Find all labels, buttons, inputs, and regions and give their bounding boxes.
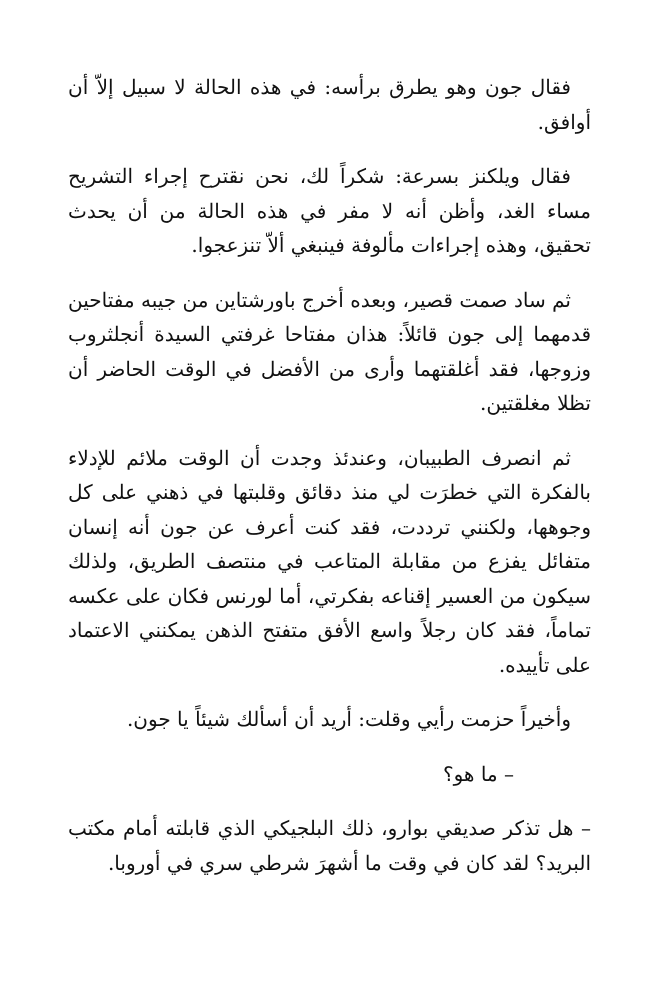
paragraph-bauerstein-keys: ثم ساد صمت قصير، وبعده أخرج باورشتاين من جيبه مفتاحين قدمهما إلى جون قائلاً: هذان مفتاحا غرفتي السيدة أنجلثروب وزوجها، فقد أغلقتهما وأرى من الأفضل في الوقت الحاضر أن تظلا مغلقتين. — [68, 287, 591, 415]
paragraph-john-agrees: فقال جون وهو يطرق برأسه: في هذه الحالة لا سبيل إلاّ أن أوافق. — [68, 75, 591, 134]
paragraph-doctors-leave: ثم انصرف الطبيبان، وعندئذ وجدت أن الوقت ملائم للإدلاء بالفكرة التي خطرَت لي منذ دقائق وقلبتها في ذهني على كل وجوهها، ولكنني ترددت، فقد كنت أعرف عن جون أنه إنسان متفائل يفزع من مقابلة المتاعب في منتصف الطريق، ولذلك سيكون من العسير إقناعه بفكرتي، أما لورنس فكان على عكسه تماماً، فقد كان رجلاً واسع الأفق متفتح الذهن يمكنني الاعتماد على تأييده. — [68, 445, 591, 677]
paragraph-ask-john: وأخيراً حزمت رأيي وقلت: أريد أن أسألك شيئاً يا جون. — [126, 707, 571, 731]
dialog-line-poirot: – هل تذكر صديقي بوارو، ذلك البلجيكي الذي قابلته أمام مكتب البريد؟ لقد كان في وقت ما أشهرَ شرطي سري في أوروبا. — [68, 816, 591, 875]
dialog-line-what-is-it: – ما هو؟ — [442, 761, 514, 786]
paragraph-wilkins-autopsy: فقال ويلكنز بسرعة: شكراً لك، نحن نقترح إجراء التشريح مساء الغد، وأظن أنه لا مفر في هذه الحالة من أن يحدث تحقيق، وهذه إجراءات مألوفة فينبغي ألاّ تنزعجوا. — [68, 164, 591, 257]
